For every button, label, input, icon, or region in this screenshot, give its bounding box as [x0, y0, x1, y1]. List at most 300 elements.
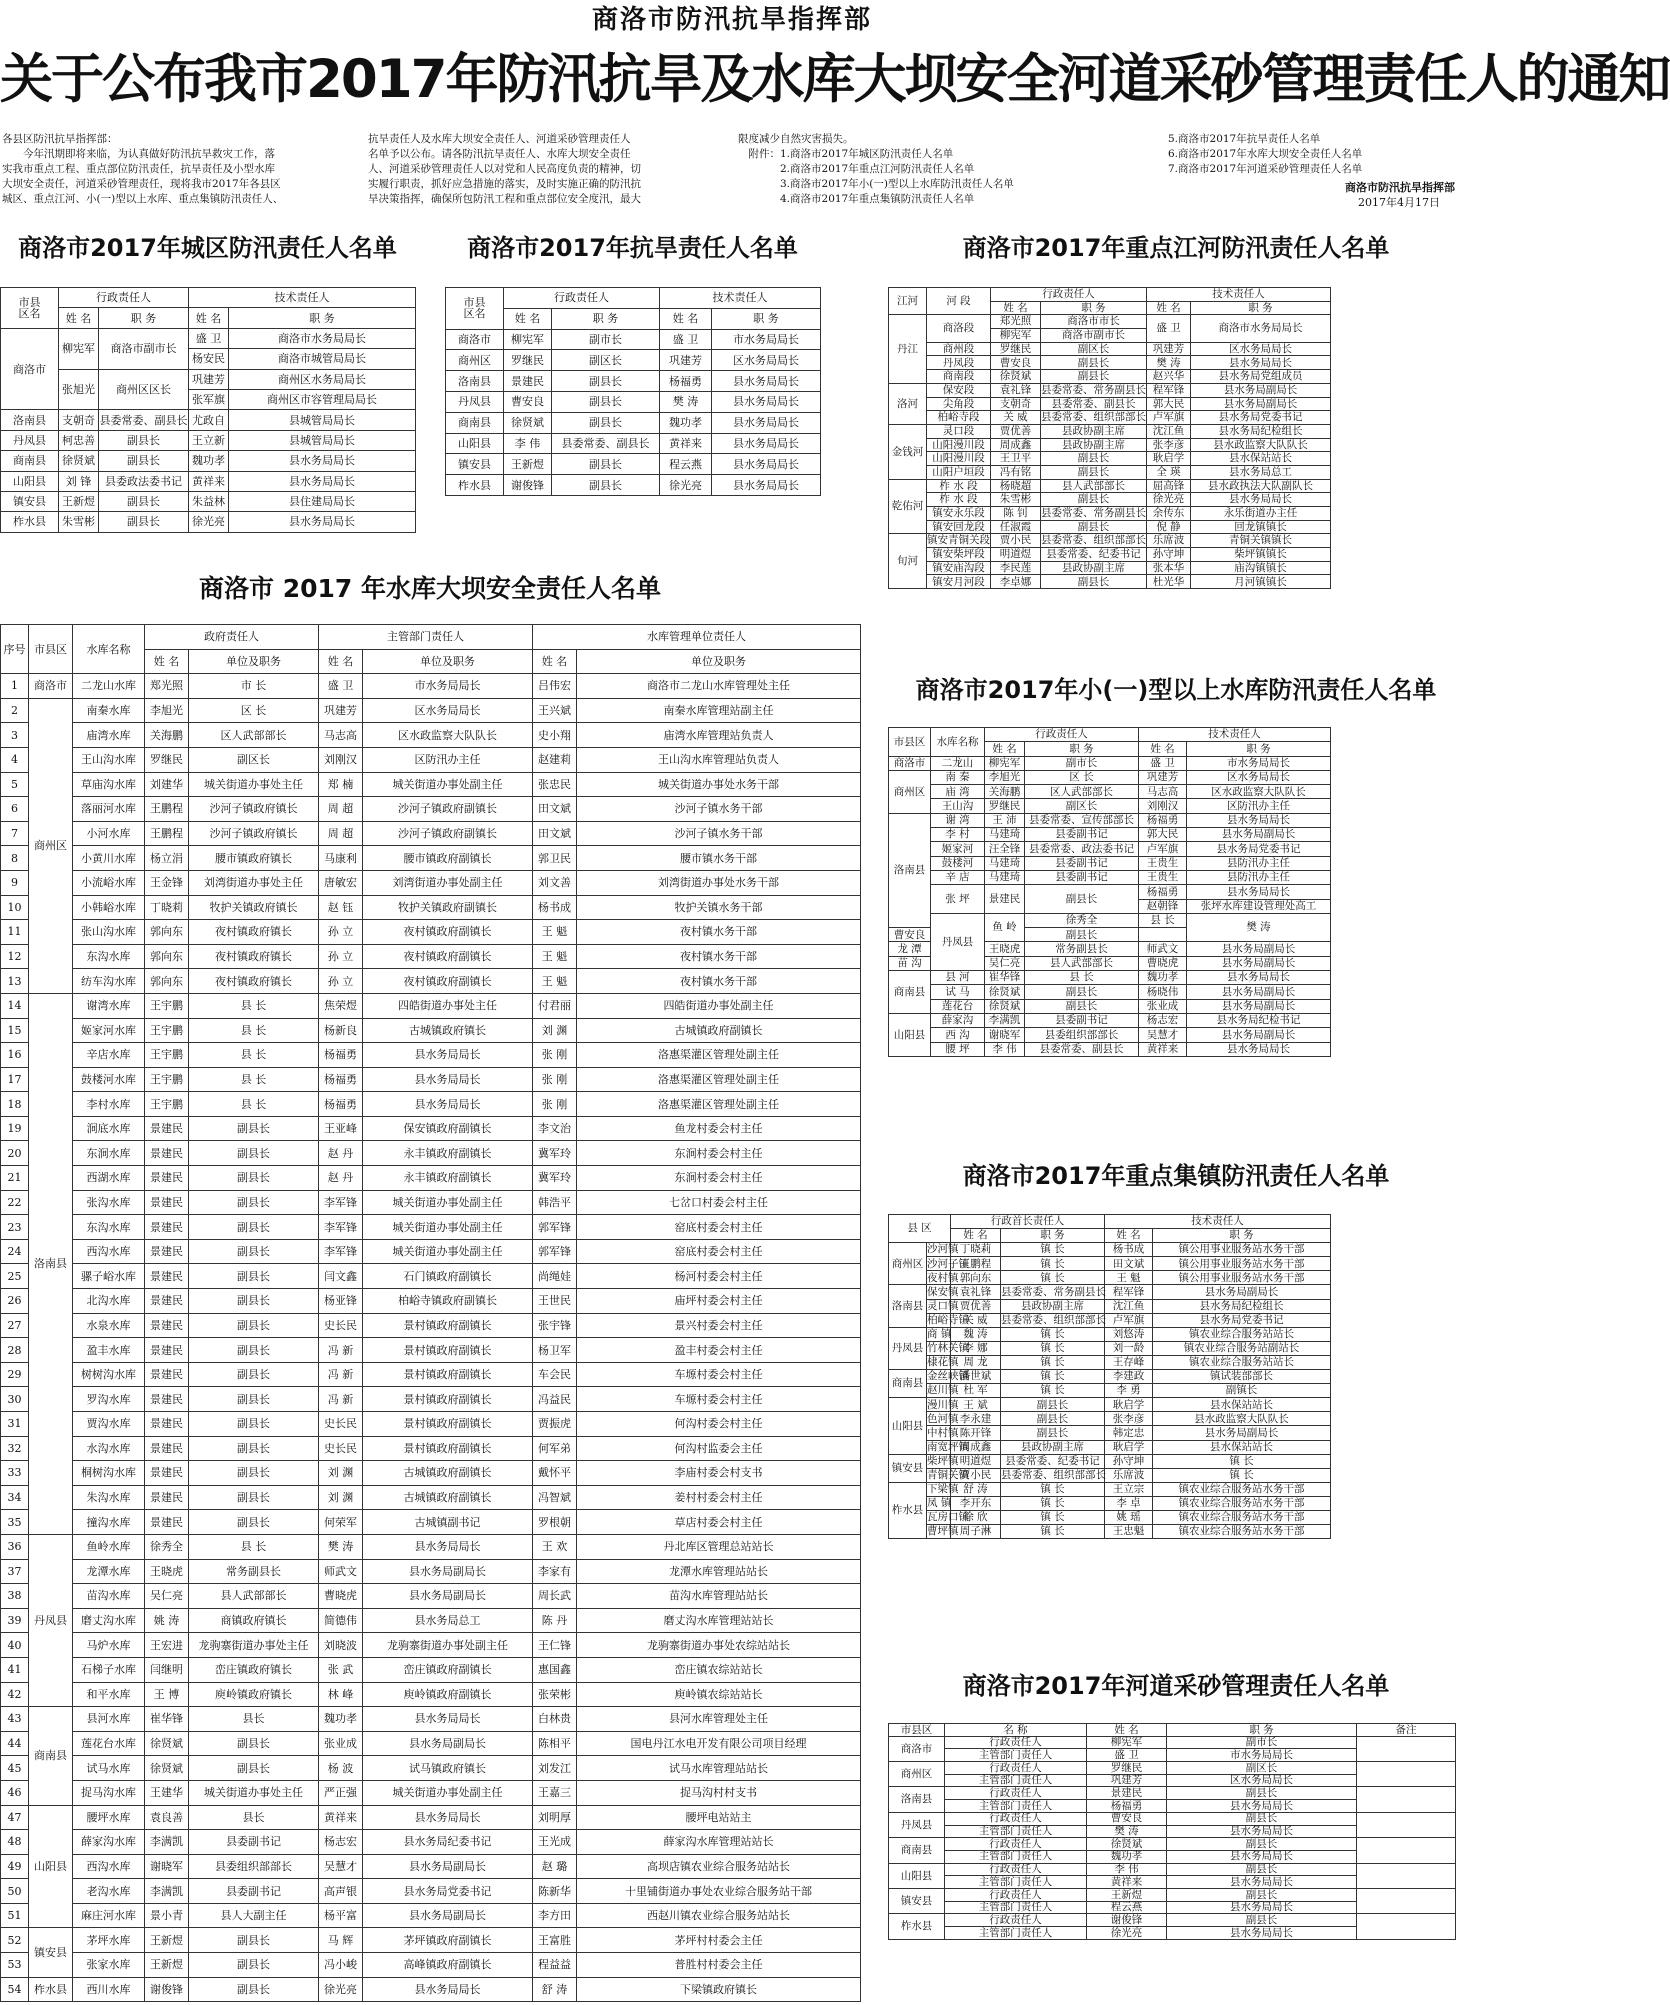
table-cell: 庾岭镇政府镇长 — [189, 1682, 319, 1707]
table-cell: 程益益 — [533, 1953, 577, 1978]
table-cell: 刘建华 — [145, 772, 189, 797]
table-cell: 盛 卫 — [1147, 315, 1191, 342]
table-cell: 史长民 — [319, 1313, 363, 1338]
table-cell: 县委组织部部长 — [1025, 1028, 1139, 1042]
table-cell: 县 长 — [189, 1067, 319, 1092]
table-cell: 商州区 — [889, 1243, 927, 1285]
table-cell: 25 — [1, 1264, 29, 1289]
table-row — [889, 520, 1331, 534]
table-cell: 镇 长 — [1001, 1370, 1105, 1384]
table-cell: 王 斌 — [951, 1398, 1001, 1412]
table-cell: 二龙山水库 — [73, 674, 145, 699]
table-cell: 商洛市水务局局长 — [229, 328, 416, 348]
table-cell: 副县长 — [189, 1289, 319, 1314]
table-cell: 田文斌 — [1105, 1257, 1153, 1271]
table-cell: 镇安县 — [1, 491, 59, 511]
table-cell: 商洛市 — [889, 756, 931, 770]
table-cell: 柏峪寺段 — [927, 411, 991, 425]
table-cell: 谢湾水库 — [73, 993, 145, 1018]
table-cell: 商洛市 — [889, 1736, 945, 1761]
table-cell: 镇试装部部长 — [1153, 1370, 1331, 1384]
table-cell: 景兴村委会村主任 — [577, 1313, 861, 1338]
table-cell: 主管部门责任人 — [945, 1749, 1087, 1762]
table-cell: 县水务局局长 — [363, 1067, 533, 1092]
table-row — [1, 1534, 861, 1559]
table-cell: 镇农业综合服务站水务干部 — [1153, 1496, 1331, 1510]
table-cell: 37 — [1, 1559, 29, 1584]
table-cell: 王建华 — [145, 1780, 189, 1805]
table-cell: 庙湾水库管理站负责人 — [577, 723, 861, 748]
issuer-header — [0, 0, 1464, 40]
table-cell: 潘世斌 — [951, 1370, 1001, 1384]
table-cell: 程军锋 — [1105, 1285, 1153, 1299]
table-row — [889, 828, 1331, 842]
table-cell: 孙守坤 — [1147, 548, 1191, 562]
table-cell: 县 长 — [189, 1018, 319, 1043]
table-cell: 柳宪军 — [504, 329, 552, 350]
table-row — [889, 561, 1331, 575]
table-cell: 杨河村委会村主任 — [577, 1264, 861, 1289]
table-row — [1, 1756, 861, 1781]
table-row — [1, 328, 416, 348]
table-cell: 区水务局局长 — [1187, 770, 1331, 784]
table-cell: 小韩峪水库 — [73, 895, 145, 920]
table-cell: 保安镇 — [927, 1285, 959, 1298]
table-cell: 48 — [1, 1830, 29, 1855]
table-cell: 田文斌 — [533, 797, 577, 822]
table-cell: 副区长 — [1041, 342, 1147, 356]
table-cell: 巩建芳 — [1139, 770, 1187, 784]
table-cell: 麻庄河水库 — [73, 1903, 145, 1928]
table-cell: 51 — [1, 1903, 29, 1928]
table-cell: 县水务局局长 — [1187, 813, 1331, 827]
table-cell: 王贵生 — [1139, 870, 1187, 884]
table-cell: 张忠民 — [533, 772, 577, 797]
table-row — [889, 1013, 1331, 1027]
table-cell: 徐秀全 — [145, 1534, 189, 1559]
table-cell: 谢俊锋 — [145, 1977, 189, 2002]
table-row — [1, 1338, 861, 1363]
notice-line: 7.商洛市2017年河道采砂管理责任人名单 — [1168, 163, 1363, 175]
table-cell: 莲花台水库 — [73, 1731, 145, 1756]
table-cell: 张李彦 — [1147, 438, 1191, 452]
table-cell: 商洛市 — [29, 674, 73, 699]
table-cell: 姚 瑶 — [1105, 1510, 1153, 1524]
table-cell: 县水务局副局长 — [1187, 1028, 1331, 1042]
table-cell: 庙沟镇镇长 — [1191, 561, 1331, 575]
table-cell: 黄祥来 — [189, 471, 229, 491]
table-cell: 刘悠涛 — [1105, 1327, 1153, 1341]
table-cell: 朱雪彬 — [59, 512, 99, 532]
table-cell: 四皓街道办事处副主任 — [577, 993, 861, 1018]
table-cell: 30 — [1, 1387, 29, 1412]
table-cell: 王光成 — [533, 1830, 577, 1855]
table-cell: 县委副书记 — [189, 1830, 319, 1855]
table-row — [1, 1879, 861, 1904]
table-cell: 李村水库 — [73, 1092, 145, 1117]
table-row — [889, 397, 1331, 411]
city-flood-title: 商洛市2017年城区防汛责任人名单 — [18, 234, 397, 262]
table-cell: 青铜关镇镇长 — [1191, 534, 1331, 548]
table-cell: 尚绳娃 — [533, 1264, 577, 1289]
table-row — [889, 1042, 1331, 1056]
table-cell — [1357, 1812, 1456, 1837]
table-cell: 竹林关镇 — [927, 1342, 969, 1355]
table-row — [1, 944, 861, 969]
table-cell: 主管部门责任人 — [945, 1800, 1087, 1813]
table-cell: 县委常委、常务副县长 — [1041, 507, 1146, 520]
table-cell: 李旭光 — [985, 770, 1025, 784]
table-cell: 马建琦 — [985, 828, 1025, 842]
table-cell: 县水务局副局长 — [363, 1903, 533, 1928]
drought-table — [445, 287, 820, 559]
table-cell: 县水务局党委书记 — [1191, 411, 1331, 425]
table-cell: 王仁锋 — [533, 1633, 577, 1658]
table-cell: 36 — [1, 1534, 29, 1559]
table-cell: 丹北库区管理总站站长 — [577, 1534, 861, 1559]
table-cell: 捉马沟村村支书 — [577, 1780, 861, 1805]
header-cell: 职 务 — [1167, 1724, 1357, 1737]
table-cell: 县人武部部长 — [1041, 479, 1147, 493]
table-cell: 商州段 — [927, 342, 991, 356]
table-cell: 郭大民 — [1139, 828, 1187, 842]
data-table — [0, 287, 416, 533]
table-cell: 景建民 — [145, 1338, 189, 1363]
table-cell: 2 — [1, 698, 29, 723]
table-cell: 李永建 — [951, 1412, 1001, 1426]
table-cell: 任淑霞 — [991, 520, 1041, 534]
table-cell: 高坝店镇农业综合服务站站长 — [577, 1854, 861, 1879]
table-cell: 谢俊锋 — [504, 475, 552, 496]
table-cell: 王新煜 — [145, 1953, 189, 1978]
table-cell: 26 — [1, 1289, 29, 1314]
table-cell: 鱼岭水库 — [73, 1534, 145, 1559]
table-cell: 李文治 — [533, 1116, 577, 1141]
table-cell: 杨卫军 — [533, 1338, 577, 1363]
table-cell: 副县长 — [189, 1756, 319, 1781]
table-row — [889, 1384, 1331, 1398]
table-cell: 副县长 — [189, 1510, 319, 1535]
table-cell: 腰市镇水务干部 — [577, 846, 861, 871]
table-cell: 吴慧才 — [319, 1854, 363, 1879]
table-cell: 王宇鹏 — [145, 1067, 189, 1092]
table-cell: 孙守坤 — [1105, 1454, 1153, 1468]
table-cell: 17 — [1, 1067, 29, 1092]
table-cell: 程军锋 — [1147, 383, 1191, 397]
table-cell: 龙驹寨街道办事处副主任 — [363, 1633, 533, 1658]
header-cell: 主管部门责任人 — [319, 625, 533, 650]
table-cell: 12 — [1, 944, 29, 969]
table-cell: 王存峰 — [1105, 1355, 1153, 1369]
table-row — [1, 969, 861, 994]
table-cell: 张坪水库建设管理处高工 — [1187, 899, 1331, 913]
table-cell: 县水务局副局长 — [363, 1731, 533, 1756]
table-cell: 柴坪镇 — [927, 1454, 959, 1467]
table-cell: 贾优善 — [991, 424, 1041, 438]
table-cell: 水沟水库 — [73, 1436, 145, 1461]
table-cell: 严正强 — [319, 1780, 363, 1805]
table-cell: 程云燕 — [660, 454, 712, 475]
table-cell: 县水务局局长 — [1187, 1042, 1331, 1056]
data-table — [888, 287, 1331, 589]
table-cell: 县长 — [189, 1707, 319, 1732]
table-cell: 柳宪军 — [59, 328, 99, 369]
table-cell: 镇安庙沟段 — [927, 561, 991, 575]
table-cell: 沙河镇 — [927, 1243, 959, 1256]
table-cell: 郑光照 — [991, 315, 1041, 329]
header-cell: 江河 — [889, 288, 927, 315]
table-cell: 副县长 — [1025, 999, 1139, 1013]
table-cell: 王 沛 — [985, 813, 1025, 827]
table-cell: 王卫平 — [991, 452, 1041, 466]
table-cell: 刘湾街道办事处水务干部 — [577, 870, 861, 895]
table-cell: 区水务局局长 — [712, 350, 821, 371]
header-cell: 姓 名 — [504, 308, 552, 329]
table-cell: 县水务局局长 — [1167, 1901, 1357, 1914]
table-cell: 县水务局局长 — [1191, 356, 1331, 370]
table-cell: 张旭光 — [59, 369, 99, 410]
table-cell: 冀军玲 — [533, 1166, 577, 1191]
table-cell: 商州区 — [889, 770, 931, 813]
table-cell: 舒 涛 — [533, 1977, 577, 2002]
table-row — [1, 1682, 861, 1707]
header-row — [889, 1229, 1331, 1243]
notice-line: 实履行职责，抓好应急措施的落实，及时实施正确的防汛抗 — [368, 178, 641, 190]
table-cell: 峦庄镇政府镇长 — [189, 1657, 319, 1682]
table-row — [446, 391, 821, 412]
table-cell: 庾岭镇农综站站长 — [577, 1682, 861, 1707]
table-cell: 杨福勇 — [1087, 1800, 1167, 1813]
header-cell: 技术责任人 — [1147, 288, 1331, 302]
table-cell: 山阳漫川段 — [927, 452, 991, 466]
table-cell: 李建政 — [1105, 1370, 1153, 1384]
table-cell: 二龙山 — [931, 756, 985, 770]
table-row — [1, 1903, 861, 1928]
table-cell: 副县长 — [1041, 370, 1147, 384]
table-cell: 王新煜 — [59, 491, 99, 511]
table-cell: 镇公用事业服务站水务干部 — [1153, 1257, 1331, 1271]
table-cell: 樊 涛 — [660, 391, 712, 412]
table-cell: 腰市镇政府副镇长 — [363, 846, 533, 871]
table-row — [1, 1953, 861, 1978]
table-cell — [1357, 1863, 1456, 1888]
table-cell: 西湖水库 — [73, 1166, 145, 1191]
table-cell: 夜村镇 — [927, 1271, 959, 1284]
table-cell: 辛 店 — [931, 870, 985, 884]
table-cell: 魏功孝 — [189, 451, 229, 471]
header-cell: 姓 名 — [145, 649, 189, 674]
notice-line: 附件：1.商洛市2017年城区防汛责任人名单 — [738, 148, 954, 160]
table-cell: 商洛市水务局局长 — [1191, 315, 1331, 342]
table-cell: 水泉水库 — [73, 1313, 145, 1338]
notice-column-4 — [1168, 132, 1462, 180]
table-cell: 县 长 — [1139, 913, 1187, 927]
table-cell: 夜村镇政府镇长 — [189, 944, 319, 969]
table-cell: 薛家沟水库 — [73, 1830, 145, 1855]
table-row — [1, 430, 416, 450]
table-cell: 主管部门责任人 — [945, 1774, 1087, 1787]
table-cell: 张 刚 — [533, 1067, 577, 1092]
header-row — [1, 308, 416, 328]
table-cell: 商南县 — [446, 412, 504, 433]
table-cell: 33 — [1, 1461, 29, 1486]
table-cell: 31 — [1, 1412, 29, 1437]
table-row — [1, 1239, 861, 1264]
table-cell: 镇 长 — [1001, 1243, 1105, 1257]
table-cell: 鱼 岭 — [985, 913, 1025, 942]
table-cell: 辛店水库 — [73, 1043, 145, 1068]
table-cell: 旬河 — [889, 534, 927, 589]
table-cell — [1357, 1736, 1456, 1761]
table-cell: 杜 军 — [951, 1384, 1001, 1398]
table-cell: 吕伟宏 — [533, 674, 577, 699]
table-cell: 孙 立 — [319, 944, 363, 969]
table-cell: 牧护关镇政府镇长 — [189, 895, 319, 920]
table-cell: 洛惠渠灌区管理处副主任 — [577, 1067, 861, 1092]
table-row — [1, 1436, 861, 1461]
table-cell: 杨 波 — [319, 1756, 363, 1781]
table-cell: 镇农业综合服务站水务干部 — [1153, 1482, 1331, 1496]
table-cell: 副县长 — [189, 1977, 319, 2002]
table-cell: 区人武部部长 — [189, 723, 319, 748]
table-cell: 盛 卫 — [1087, 1749, 1167, 1762]
table-cell: 副市长 — [552, 329, 660, 350]
table-cell: 杨福勇 — [319, 1043, 363, 1068]
table-row — [889, 799, 1331, 813]
table-cell: 刘一龄 — [1105, 1341, 1153, 1355]
table-cell: 景村镇政府副镇长 — [363, 1412, 533, 1437]
table-cell: 景建民 — [145, 1264, 189, 1289]
table-cell: 14 — [1, 993, 29, 1018]
table-cell: 韩浩平 — [533, 1190, 577, 1215]
table-cell: 18 — [1, 1092, 29, 1117]
header-cell: 市县区 — [29, 625, 73, 674]
table-cell: 杨福勇 — [1139, 885, 1187, 899]
table-row — [1, 1215, 861, 1240]
notice-line: 3.商洛市2017年小(一)型以上水库防汛责任人名单 — [738, 178, 1014, 190]
table-cell: 县政协副主席 — [1041, 438, 1147, 452]
table-cell: 副县长 — [189, 1215, 319, 1240]
table-cell: 县水务局局长 — [712, 475, 821, 496]
table-cell: 副县长 — [552, 371, 660, 392]
table-cell: 32 — [1, 1436, 29, 1461]
table-cell: 县水务局局长 — [363, 1707, 533, 1732]
dam-safety-table — [0, 624, 860, 2005]
table-cell: 简德伟 — [319, 1608, 363, 1633]
table-row — [889, 842, 1331, 856]
table-row — [446, 350, 821, 371]
table-cell: 城关街道办事处主任 — [189, 772, 319, 797]
data-table — [0, 624, 861, 2002]
table-cell: 副县长 — [99, 491, 189, 511]
table-cell: 漫川镇 — [927, 1398, 959, 1411]
table-cell: 黄祥来 — [1139, 1042, 1187, 1056]
table-cell: 李开东 — [951, 1496, 1001, 1510]
header-cell: 名 称 — [945, 1724, 1087, 1737]
table-cell: 行政责任人 — [945, 1914, 1087, 1927]
table-cell: 曹安良 — [991, 356, 1041, 370]
table-cell: 试马水库管理站站长 — [577, 1756, 861, 1781]
table-cell: 全 瑛 — [1147, 465, 1191, 479]
table-cell: 周成鑫 — [991, 438, 1041, 452]
table-cell: 王新煜 — [145, 1928, 189, 1953]
table-cell: 柯忠善 — [59, 430, 99, 450]
table-row — [1, 1657, 861, 1682]
table-row — [1, 1805, 861, 1830]
table-cell: 吴仁亮 — [985, 956, 1025, 970]
table-cell: 行政责任人 — [945, 1736, 1087, 1749]
table-cell: 李 伟 — [1087, 1863, 1167, 1876]
table-cell: 副县长 — [1167, 1863, 1357, 1876]
table-cell: 周 超 — [319, 797, 363, 822]
table-cell: 1 — [1, 674, 29, 699]
table-cell: 李 伟 — [985, 1042, 1025, 1056]
table-cell: 徐光亮 — [189, 512, 229, 532]
table-cell: 商南县 — [889, 1838, 945, 1863]
table-row — [446, 371, 821, 392]
table-row — [1, 1362, 861, 1387]
table-row — [889, 913, 1331, 927]
table-cell: 西川水库 — [73, 1977, 145, 2002]
table-cell: 东涧水库 — [73, 1141, 145, 1166]
table-cell: 明道煜 — [991, 548, 1041, 562]
table-cell: 主管部门责任人 — [945, 1825, 1087, 1838]
table-cell: 徐秀全 — [1025, 913, 1139, 927]
table-cell: 县委常委、宣传部部长 — [1025, 813, 1139, 827]
header-cell: 职 务 — [1153, 1229, 1331, 1243]
table-cell: 徐贤斌 — [59, 451, 99, 471]
table-cell: 商南县 — [889, 1370, 927, 1398]
table-cell: 副县长 — [189, 1362, 319, 1387]
table-cell: 刘文善 — [533, 870, 577, 895]
table-cell: 徐光亮 — [1087, 1927, 1167, 1940]
table-cell: 丹凤县 — [889, 1327, 927, 1369]
table-cell: 盛 卫 — [189, 328, 229, 348]
table-cell: 落丽河水库 — [73, 797, 145, 822]
table-cell: 盈丰水库 — [73, 1338, 145, 1363]
table-cell: 车塬村委会村主任 — [577, 1362, 861, 1387]
table-cell: 景建民 — [985, 885, 1025, 914]
table-cell: 副县长 — [552, 454, 660, 475]
table-cell: 县 长 — [189, 1043, 319, 1068]
table-cell: 罗沟水库 — [73, 1387, 145, 1412]
table-cell: 镇安县 — [446, 454, 504, 475]
table-cell: 35 — [1, 1510, 29, 1535]
table-cell: 郭军锋 — [533, 1239, 577, 1264]
table-row — [1, 1116, 861, 1141]
table-cell: 景建民 — [145, 1141, 189, 1166]
header-cell: 水库名称 — [931, 728, 985, 757]
table-row — [1, 1633, 861, 1658]
table-cell: 王宏进 — [145, 1633, 189, 1658]
table-cell: 乾佑河 — [889, 479, 927, 534]
table-cell: 柳宪军 — [1087, 1736, 1167, 1749]
table-cell: 何荣军 — [319, 1510, 363, 1535]
table-cell: 朱雪彬 — [991, 493, 1041, 507]
table-cell: 县 长 — [189, 1534, 319, 1559]
table-cell: 袁礼锋 — [991, 383, 1041, 397]
table-cell: 赵朝锋 — [1139, 899, 1187, 913]
table-cell: 周子淋 — [951, 1525, 1001, 1539]
table-row — [889, 999, 1331, 1013]
table-cell: 42 — [1, 1682, 29, 1707]
table-cell: 副县长 — [552, 412, 660, 433]
table-cell: 商州区区长 — [99, 369, 189, 410]
header-cell: 备注 — [1357, 1724, 1456, 1737]
table-cell: 徐光亮 — [1147, 493, 1191, 507]
table-cell: 县水务局局长 — [712, 412, 821, 433]
table-cell: 张山沟水库 — [73, 920, 145, 945]
